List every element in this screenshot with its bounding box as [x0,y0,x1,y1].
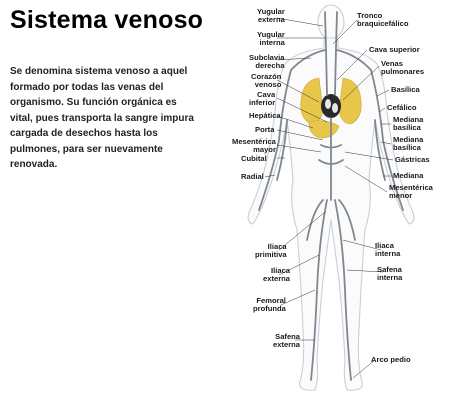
label-subclavia-derecha: Subclavia derecha [249,53,285,71]
label-gastricas: Gástricas [395,155,430,164]
label-yugular-interna: Yugular interna [257,30,285,48]
label-basilica: Basílica [391,85,420,94]
label-cubital: Cubital [241,154,267,163]
label-cava-superior: Cava superior [369,45,420,54]
label-porta: Porta [255,125,275,134]
label-iliaca-primitiva: Iliaca primitiva [255,242,287,260]
venous-system-figure [215,0,450,400]
label-corazon-venoso: Corazón venoso [251,72,282,90]
label-safena-interna: Safena interna [377,265,403,283]
label-mediana-basilica-1: Mediana basílica [393,115,424,133]
label-iliaca-interna: Iliaca interna [375,241,401,259]
label-iliaca-externa: Iliaca externa [263,266,291,284]
label-hepatica: Hepática [249,111,281,120]
label-venas-pulmonares: Venas pulmonares [381,59,425,77]
description-text: Se denomina sistema venoso a aquel formado por todas las venas del organismo. Su función orgánica es vital, pues transporta la sangre impura cargada de desechos hasta los pulmones, para ser nuevamente renovada. [10,66,194,170]
label-tronco-braquiocefalico: Tronco braquicefálico [357,11,409,29]
label-mediana: Mediana [393,171,424,180]
label-cefalico: Cefálico [387,103,417,112]
label-cava-inferior: Cava inferior [249,90,276,108]
label-safena-externa: Safena externa [273,332,301,350]
label-yugular-externa: Yugular externa [257,7,285,25]
heart [321,94,341,118]
label-radial: Radial [241,172,264,181]
label-femoral-profunda: Femoral profunda [253,296,286,314]
label-arco-pedio: Arco pedio [371,355,411,364]
label-mesenterica-mayor: Mesentérica mayor [232,137,276,155]
page-title: Sistema venoso [10,6,204,34]
label-mediana-basilica-2: Mediana basílica [393,135,424,153]
label-mesenterica-menor: Mesentérica menor [389,183,433,201]
